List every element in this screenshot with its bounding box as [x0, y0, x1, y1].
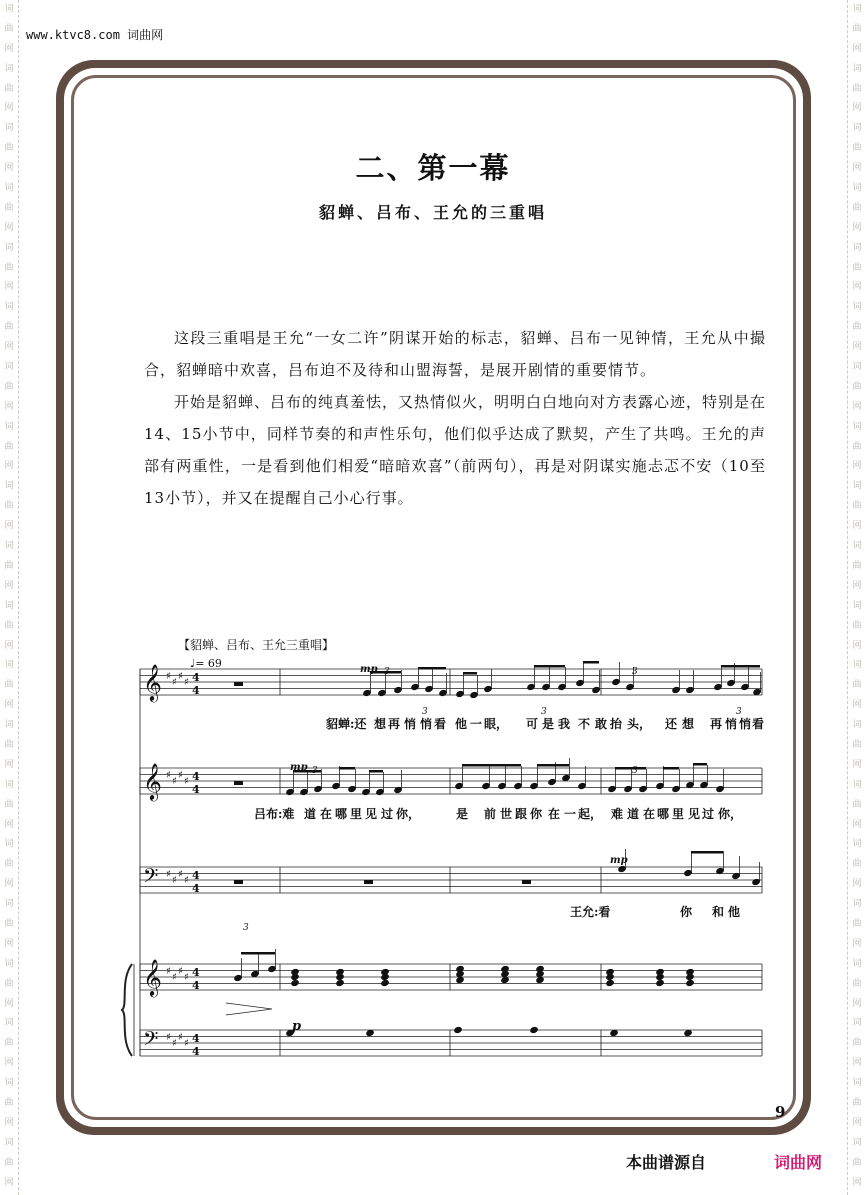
- watermark-char: 网: [4, 521, 14, 532]
- watermark-char: 词: [852, 1137, 862, 1148]
- watermark-char: 词: [852, 600, 862, 611]
- watermark-char: 网: [4, 222, 14, 233]
- watermark-char: 词: [852, 183, 862, 194]
- watermark-char: 网: [852, 103, 862, 114]
- beam: [463, 672, 477, 675]
- watermark-char: 曲: [4, 441, 14, 452]
- lvbu-dynamic: mp: [290, 762, 308, 773]
- watermark-char: 网: [4, 1177, 14, 1188]
- lyric-syllable: 他: [455, 717, 468, 731]
- watermark-char: 曲: [852, 262, 862, 273]
- watermark-char: 网: [852, 640, 862, 651]
- time-signature-bottom: 4: [192, 979, 200, 992]
- watermark-char: 词: [852, 1078, 862, 1089]
- watermark-char: 曲: [852, 680, 862, 691]
- watermark-char: 词: [4, 123, 14, 134]
- watermark-char: 曲: [4, 680, 14, 691]
- beam: [534, 665, 565, 668]
- paragraph-1: 这段三重唱是王允“一女二许”阴谋开始的标志，貂蝉、吕布一见钟情，王允从中撮合，貂蝉暗中欢喜，吕布迫不及待和山盟海誓，是展开剧情的重要情节。: [144, 329, 766, 379]
- sharp-icon: ♯: [178, 671, 183, 682]
- time-signature-top: 4: [192, 966, 200, 979]
- wangyun-dynamic: mp: [610, 855, 628, 866]
- lyric-syllable: 起，: [578, 807, 603, 821]
- watermark-char: 网: [852, 163, 862, 174]
- lyric-syllable: 悄: [725, 717, 738, 731]
- watermark-char: 曲: [4, 23, 14, 34]
- lyric-syllable: 一: [470, 717, 483, 731]
- treble-clef-icon: 𝄞: [143, 663, 162, 701]
- watermark-char: 词: [852, 899, 862, 910]
- time-signature-top: 4: [192, 671, 200, 684]
- notehead: [453, 1026, 463, 1034]
- lyric-syllable: 悄: [420, 717, 433, 731]
- watermark-char: 词: [4, 242, 14, 253]
- watermark-char: 词: [852, 302, 862, 313]
- score-label: 【貂蝉、吕布、王允三重唱】: [178, 638, 335, 652]
- watermark-char: 网: [4, 461, 14, 472]
- page-title: 二、第一幕: [355, 151, 511, 185]
- watermark-char: 词: [852, 779, 862, 790]
- lyric-syllable: 再: [388, 717, 401, 731]
- sharp-icon: ♯: [166, 770, 171, 781]
- footer-source-label: 本曲谱源自: [626, 1153, 707, 1172]
- beam: [537, 764, 569, 767]
- lyric-syllable: 头，: [627, 717, 652, 731]
- time-signature-top: 4: [192, 770, 200, 783]
- watermark-char: 曲: [4, 501, 14, 512]
- watermark-char: 词: [852, 541, 862, 552]
- watermark-char: 词: [4, 1018, 14, 1029]
- triplet-mark: 3: [632, 667, 638, 677]
- watermark-char: 词: [4, 1137, 14, 1148]
- watermark-char: 网: [852, 938, 862, 949]
- watermark-char: 曲: [4, 143, 14, 154]
- watermark-char: 网: [852, 461, 862, 472]
- lyric-syllable: 在: [320, 807, 333, 821]
- lyric-syllable: 还: [665, 717, 678, 731]
- lyric-syllable: 世: [500, 807, 513, 821]
- watermark-char: 网: [852, 998, 862, 1009]
- piano-dynamic: p: [292, 1019, 302, 1034]
- lyric-syllable: 貂蝉:还: [326, 717, 367, 731]
- watermark-char: 曲: [852, 859, 862, 870]
- watermark-char: 词: [852, 481, 862, 492]
- sharp-icon: ♯: [184, 776, 189, 787]
- lyric-syllable: 一: [564, 807, 577, 821]
- watermark-char: 词: [852, 958, 862, 969]
- triplet-mark: 3: [736, 707, 742, 717]
- watermark-char: 网: [4, 103, 14, 114]
- beam: [369, 770, 383, 773]
- lyric-syllable: 眼，: [484, 717, 509, 731]
- rest-icon: [234, 682, 243, 686]
- decrescendo-hairpin: [226, 1003, 272, 1015]
- rest-icon: [364, 880, 373, 884]
- sharp-icon: ♯: [166, 1032, 171, 1043]
- lyric-syllable: 再: [710, 717, 723, 731]
- beam: [663, 767, 679, 770]
- watermark-char: 网: [852, 1177, 862, 1188]
- beam: [691, 851, 723, 854]
- watermark-char: 曲: [852, 1097, 862, 1108]
- tempo-mark: ♩= 69: [190, 657, 222, 670]
- sharp-icon: ♯: [178, 966, 183, 977]
- watermark-char: 曲: [4, 1038, 14, 1049]
- lyric-syllable: 哪: [335, 807, 348, 821]
- lyric-syllable: 看: [434, 717, 447, 731]
- time-signature-top: 4: [192, 869, 200, 882]
- watermark-char: 曲: [852, 620, 862, 631]
- sharp-icon: ♯: [166, 671, 171, 682]
- sharp-icon: ♯: [178, 770, 183, 781]
- watermark-char: 网: [4, 998, 14, 1009]
- lyrics-lvbu: [254, 806, 742, 821]
- watermark-char: 词: [4, 720, 14, 731]
- watermark-char: 曲: [852, 381, 862, 392]
- sharp-icon: ♯: [184, 972, 189, 983]
- beam: [462, 764, 521, 767]
- triplet-mark: 3: [541, 707, 547, 717]
- rest-icon: [522, 880, 531, 884]
- triplet-mark: 3: [312, 766, 318, 776]
- watermark-char: 网: [4, 282, 14, 293]
- watermark-char: 网: [852, 759, 862, 770]
- lyric-syllable: 里: [672, 807, 685, 821]
- watermark-char: 曲: [4, 560, 14, 571]
- watermark-char: 曲: [852, 1038, 862, 1049]
- watermark-char: 词: [4, 600, 14, 611]
- diaochan-dynamic: mp: [360, 664, 378, 675]
- watermark-char: 网: [4, 342, 14, 353]
- lyric-syllable: 可: [526, 717, 539, 731]
- lyric-syllable: 在: [548, 807, 561, 821]
- site-url[interactable]: www.ktvc8.com 词曲网: [26, 28, 164, 42]
- watermark-char: 词: [852, 1018, 862, 1029]
- watermark-char: 曲: [4, 859, 14, 870]
- watermark-char: 曲: [852, 23, 862, 34]
- sharp-icon: ♯: [172, 875, 177, 886]
- lyric-syllable: 见: [365, 807, 378, 821]
- lyric-syllable: 敢: [595, 717, 608, 731]
- lyric-syllable: 是: [456, 807, 469, 821]
- sharp-icon: ♯: [178, 1032, 183, 1043]
- watermark-char: 词: [852, 839, 862, 850]
- watermark-char: 曲: [852, 441, 862, 452]
- time-signature-bottom: 4: [192, 684, 200, 697]
- beam: [339, 767, 355, 770]
- watermark-char: 曲: [4, 918, 14, 929]
- watermark-char: 网: [852, 43, 862, 54]
- lyric-syllable: 你，: [718, 807, 743, 821]
- lyric-syllable: 哪: [657, 807, 670, 821]
- triplet-mark: 3: [243, 923, 249, 933]
- watermark-char: 词: [852, 4, 862, 14]
- watermark-char: 词: [4, 183, 14, 194]
- lyric-syllable: 和: [712, 905, 725, 919]
- watermark-char: 词: [852, 421, 862, 432]
- beam: [241, 952, 275, 955]
- watermark-char: 词: [4, 958, 14, 969]
- beam: [418, 667, 446, 670]
- watermark-char: 词: [4, 779, 14, 790]
- page-number: 9: [775, 1103, 786, 1121]
- lyric-syllable: 你: [680, 905, 693, 919]
- watermark-char: 曲: [4, 620, 14, 631]
- time-signature-bottom: 4: [192, 783, 200, 796]
- watermark-char: 词: [852, 660, 862, 671]
- lyric-syllable: 我: [558, 717, 571, 731]
- watermark-char: 词: [4, 362, 14, 373]
- page-subtitle: 貂蝉、吕布、王允的三重唱: [318, 203, 547, 222]
- sharp-icon: ♯: [184, 1038, 189, 1049]
- bass-clef-icon: 𝄢: [143, 1027, 159, 1055]
- watermark-char: 曲: [852, 560, 862, 571]
- watermark-char: 网: [4, 819, 14, 830]
- watermark-char: 网: [852, 521, 862, 532]
- watermark-char: 曲: [852, 322, 862, 333]
- watermark-char: 词: [4, 63, 14, 74]
- lyric-syllable: 跟: [515, 807, 528, 821]
- watermark-char: 曲: [852, 739, 862, 750]
- sharp-icon: ♯: [166, 869, 171, 880]
- watermark-char: 网: [852, 879, 862, 890]
- lyric-syllable: 王允:看: [570, 905, 611, 919]
- lyric-syllable: 是: [542, 717, 555, 731]
- lyric-syllable: 抬: [610, 717, 623, 731]
- lyric-syllable: 想: [682, 717, 695, 731]
- watermark-char: 网: [4, 43, 14, 54]
- lyric-syllable: 想: [374, 717, 387, 731]
- bass-clef-icon: 𝄢: [143, 864, 159, 892]
- watermark-char: 曲: [852, 83, 862, 94]
- notehead: [529, 1026, 539, 1034]
- watermark-char: 词: [4, 421, 14, 432]
- watermark-char: 网: [4, 1058, 14, 1069]
- lyric-syllable: 过: [381, 807, 394, 821]
- watermark-char: 网: [4, 700, 14, 711]
- watermark-char: 网: [4, 580, 14, 591]
- lyrics-wangyun: [570, 904, 740, 919]
- watermark-char: 词: [4, 839, 14, 850]
- lyric-syllable: 前: [484, 807, 497, 821]
- lyric-syllable: 见: [688, 807, 701, 821]
- watermark-char: 网: [4, 1117, 14, 1128]
- watermark-char: 曲: [4, 202, 14, 213]
- watermark-char: 网: [852, 401, 862, 412]
- watermark-char: 曲: [852, 1157, 862, 1168]
- treble-clef-icon: 𝄞: [143, 958, 162, 996]
- watermark-char: 网: [4, 640, 14, 651]
- watermark-char: 网: [852, 580, 862, 591]
- lyric-syllable: 不: [578, 717, 591, 731]
- sharp-icon: ♯: [172, 677, 177, 688]
- beam: [615, 767, 646, 770]
- lyric-syllable: 悄: [404, 717, 417, 731]
- watermark-char: 词: [4, 1078, 14, 1089]
- lyric-syllable: 吕布:难: [254, 807, 295, 821]
- watermark-char: 网: [4, 759, 14, 770]
- watermark-char: 词: [4, 660, 14, 671]
- sharp-icon: ♯: [184, 875, 189, 886]
- beam: [693, 763, 707, 766]
- lyric-syllable: 他: [728, 905, 741, 919]
- watermark-char: 网: [852, 1058, 862, 1069]
- time-signature-bottom: 4: [192, 882, 200, 895]
- lyrics-diaochan: [326, 716, 764, 731]
- watermark-char: 网: [852, 700, 862, 711]
- time-signature-bottom: 4: [192, 1045, 200, 1058]
- watermark-char: 曲: [4, 1097, 14, 1108]
- lyric-syllable: 看: [752, 717, 765, 731]
- paragraph-2: 开始是貂蝉、吕布的纯真羞怯，又热情似火，明明白白地向对方表露心迹，特别是在14、15小节中，同样节奏的和声性乐句，他们似乎达成了默契，产生了共鸣。王允的声部有两重性，一是看到他们相爱“暗暗欢喜”（前两句），再是对阴谋实施忐忑不安（10至13小节），并又在提醒自己小心行事。: [144, 393, 767, 507]
- lyric-syllable: 过: [702, 807, 715, 821]
- watermark-char: 曲: [4, 262, 14, 273]
- sharp-icon: ♯: [172, 972, 177, 983]
- lyric-syllable: 在: [643, 807, 656, 821]
- watermark-char: 网: [4, 163, 14, 174]
- watermark-char: 曲: [852, 143, 862, 154]
- watermark-char: 曲: [852, 918, 862, 929]
- lyric-syllable: 难: [611, 807, 624, 821]
- watermark-char: 网: [852, 819, 862, 830]
- watermark-char: 词: [4, 4, 14, 14]
- watermark-char: 曲: [4, 739, 14, 750]
- watermark-char: 曲: [4, 322, 14, 333]
- watermark-char: 词: [4, 481, 14, 492]
- footer-brand-link[interactable]: 词曲网: [774, 1153, 823, 1172]
- watermark-char: 曲: [4, 381, 14, 392]
- watermark-char: 网: [852, 222, 862, 233]
- piano-brace-icon: [122, 964, 132, 1056]
- beam: [583, 661, 599, 664]
- watermark-char: 网: [852, 282, 862, 293]
- rest-icon: [234, 880, 243, 884]
- sharp-icon: ♯: [172, 1038, 177, 1049]
- rest-icon: [234, 781, 243, 785]
- lyric-syllable: 悄: [739, 717, 752, 731]
- watermark-char: 词: [4, 899, 14, 910]
- lyric-syllable: 道: [304, 807, 317, 821]
- sharp-icon: ♯: [178, 869, 183, 880]
- lyric-syllable: 你，: [396, 807, 421, 821]
- lyric-syllable: 里: [350, 807, 363, 821]
- watermark-char: 曲: [852, 978, 862, 989]
- watermark-char: 词: [4, 541, 14, 552]
- treble-clef-icon: 𝄞: [143, 762, 162, 800]
- watermark-char: 网: [852, 342, 862, 353]
- watermark-char: 曲: [4, 978, 14, 989]
- watermark-char: 网: [4, 938, 14, 949]
- sharp-icon: ♯: [166, 966, 171, 977]
- triplet-mark: 3: [632, 766, 638, 776]
- sharp-icon: ♯: [172, 776, 177, 787]
- watermark-char: 词: [852, 123, 862, 134]
- watermark-char: 曲: [852, 202, 862, 213]
- watermark-char: 词: [852, 242, 862, 253]
- triplet-mark: 3: [422, 707, 428, 717]
- watermark-char: 词: [4, 302, 14, 313]
- watermark-char: 曲: [4, 1157, 14, 1168]
- watermark-char: 词: [852, 720, 862, 731]
- sharp-icon: ♯: [184, 677, 189, 688]
- watermark-char: 网: [852, 1117, 862, 1128]
- watermark-char: 词: [852, 362, 862, 373]
- lyric-syllable: 道: [627, 807, 640, 821]
- watermark-char: 词: [852, 63, 862, 74]
- watermark-char: 曲: [852, 799, 862, 810]
- watermark-char: 网: [4, 879, 14, 890]
- watermark-char: 曲: [4, 83, 14, 94]
- beam: [721, 665, 760, 668]
- time-signature-top: 4: [192, 1032, 200, 1045]
- triplet-mark: 3: [384, 667, 390, 677]
- watermark-char: 曲: [852, 501, 862, 512]
- lyric-syllable: 你: [530, 807, 543, 821]
- watermark-char: 曲: [4, 799, 14, 810]
- watermark-char: 网: [4, 401, 14, 412]
